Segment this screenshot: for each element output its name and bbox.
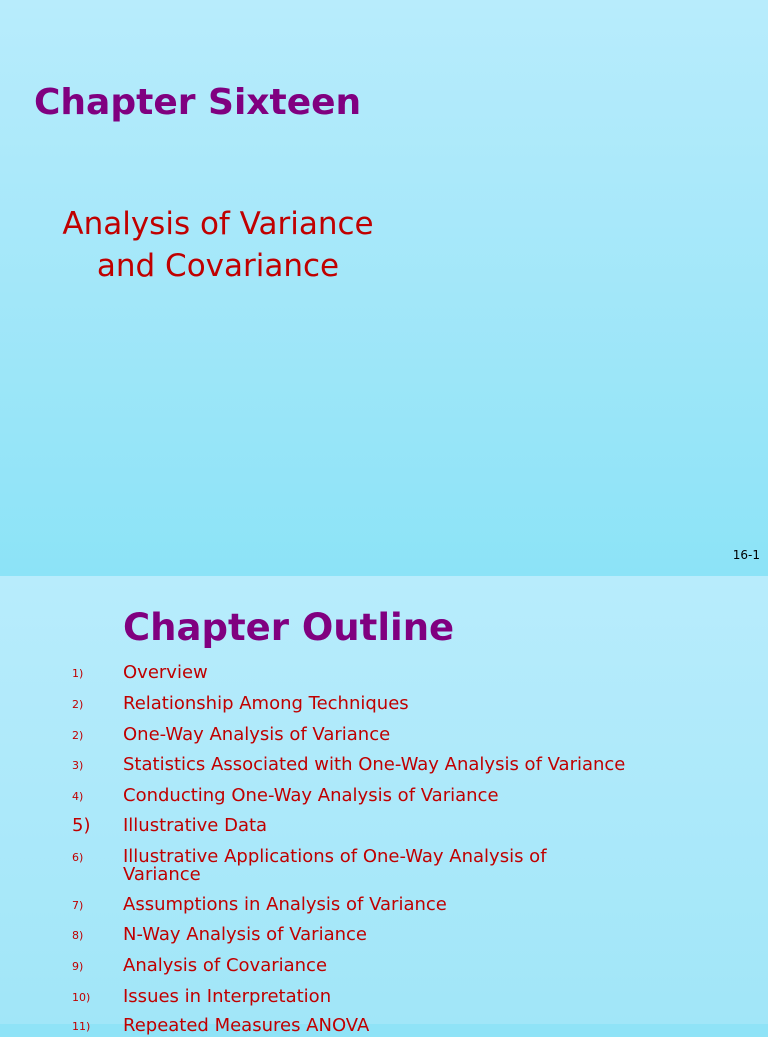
item-number: 9) bbox=[72, 960, 84, 973]
page-number: 16-1 bbox=[732, 548, 760, 562]
item-text: Analysis of Covariance bbox=[123, 955, 328, 976]
item-number: 6) bbox=[72, 851, 84, 864]
item-number: 7) bbox=[72, 899, 84, 912]
subtitle-line-1: Analysis of Variance bbox=[62, 206, 374, 242]
outline-title: Chapter Outline bbox=[123, 606, 455, 649]
item-number: 11) bbox=[72, 1020, 91, 1033]
chapter-subtitle bbox=[38, 203, 398, 287]
outline-slide bbox=[0, 576, 768, 1036]
item-text: Overview bbox=[123, 662, 208, 683]
item-text: Repeated Measures ANOVA bbox=[123, 1015, 370, 1036]
item-text: Statistics Associated with One-Way Analysis of Variance bbox=[123, 754, 626, 775]
item-number: 10) bbox=[72, 991, 91, 1004]
item-text: One-Way Analysis of Variance bbox=[123, 724, 391, 745]
item-number: 8) bbox=[72, 929, 84, 942]
item-number: 4) bbox=[72, 790, 84, 803]
item-text: Illustrative Applications of One-Way Analysis of Variance bbox=[123, 846, 547, 885]
item-text: Illustrative Data bbox=[123, 815, 268, 836]
item-text: N-Way Analysis of Variance bbox=[123, 924, 367, 945]
chapter-title: Chapter Sixteen bbox=[34, 82, 362, 123]
item-text: Assumptions in Analysis of Variance bbox=[123, 894, 447, 915]
item-number: 3) bbox=[72, 759, 84, 772]
item-text: Conducting One-Way Analysis of Variance bbox=[123, 785, 499, 806]
item-number: 2) bbox=[72, 698, 84, 711]
item-text: Relationship Among Techniques bbox=[123, 693, 409, 714]
item-number: 2) bbox=[72, 729, 84, 742]
item-number: 5) bbox=[72, 815, 91, 836]
item-number: 1) bbox=[72, 667, 84, 680]
item-text: Issues in Interpretation bbox=[123, 986, 332, 1007]
subtitle-line-2: and Covariance bbox=[96, 248, 340, 284]
